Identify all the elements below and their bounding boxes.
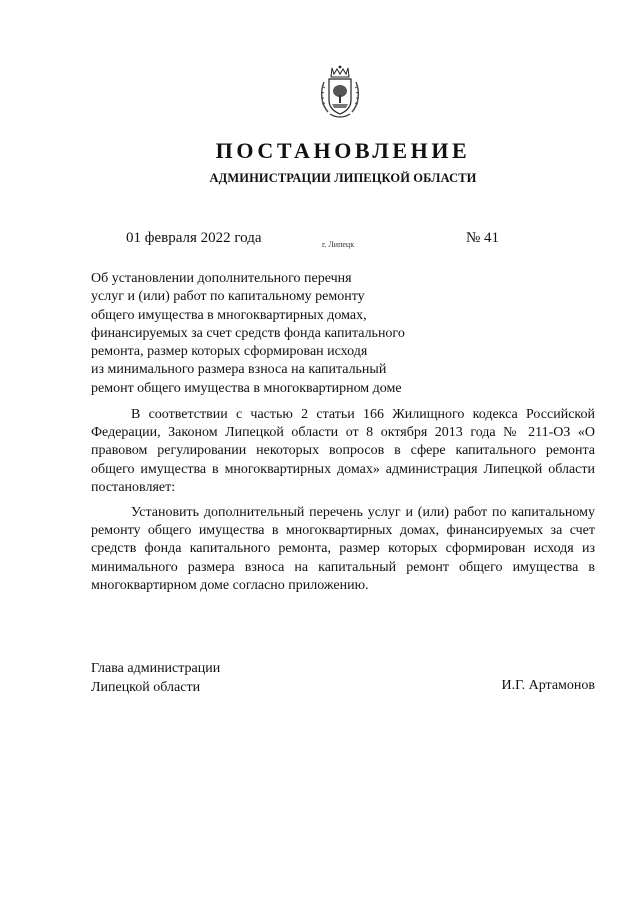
subject-line: ремонт общего имущества в многоквартирном доме: [91, 380, 402, 396]
signatory-name: И.Г. Артамонов: [501, 678, 595, 693]
signatory-position: [91, 659, 220, 697]
subject-line: Об установлении дополнительного перечня: [91, 271, 352, 286]
document-subject: [91, 270, 451, 398]
subject-line: общего имущества в многоквартирных домах,: [91, 307, 367, 323]
document-title: ПОСТАНОВЛЕНИЕ: [215, 138, 471, 163]
position-line: Липецкой области: [91, 680, 201, 695]
document-place: г. Липецк: [322, 240, 355, 249]
preamble-paragraph: В соответствии с частью 2 статьи 166 Жилищного кодекса Российской Федерации, Законом Липецкой области от 8 октября 2013 года № 211-ОЗ «О правовом регулировании некоторых вопросов в сфере капитального ремонта общего имущества в многоквартирных домах» администрация Липецкой области постановляет:: [91, 407, 595, 495]
resolution-paragraph: Установить дополнительный перечень услуг и (или) работ по капитальному ремонту общего имущества в многоквартирных домах, финансируемых за счет средств фонда капитального ремонта, размер которых сформирован исходя из минимального размера взноса на капитальный ремонт общего имущества в многоквартирном доме согласно приложению.: [91, 505, 595, 593]
subject-line: услуг и (или) работ по капитальному ремонту: [91, 289, 365, 305]
coat-of-arms-icon: [318, 64, 362, 120]
subject-line: финансируемых за счет средств фонда капитального: [91, 325, 405, 341]
position-line: Глава администрации: [91, 661, 221, 676]
document-number: № 41: [466, 230, 500, 246]
subject-line: из минимального размера взноса на капитальный: [91, 362, 387, 378]
issuing-authority: АДМИНИСТРАЦИИ ЛИПЕЦКОЙ ОБЛАСТИ: [209, 171, 477, 185]
document-date: 01 февраля 2022 года: [126, 230, 262, 246]
subject-line: ремонта, размер которых сформирован исходя: [91, 344, 368, 360]
